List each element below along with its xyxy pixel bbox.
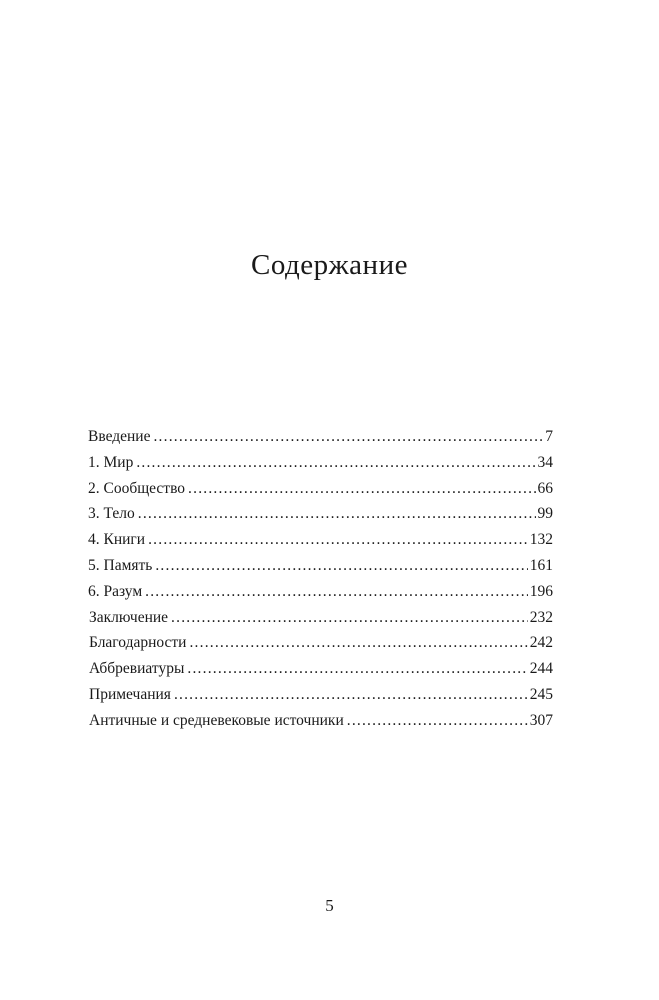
toc-entry-page: 7: [545, 428, 553, 445]
toc-entry-page: 66: [537, 479, 553, 497]
toc-entry: [88, 450, 553, 476]
toc-entry: [88, 527, 553, 553]
toc-dot-leader: [187, 656, 527, 682]
toc-entry-label: 4. Книги: [88, 531, 146, 549]
toc-entry: [88, 682, 553, 708]
page-title: Содержание: [251, 249, 408, 282]
toc-entry-page: 34: [537, 453, 553, 471]
toc-dot-leader: [155, 553, 527, 579]
toc-entry: [88, 708, 553, 734]
toc-entry: [88, 656, 553, 682]
toc-entry-label: 3. Тело: [88, 505, 135, 523]
toc-entry-label: Античные и средневековые источники: [89, 711, 344, 729]
toc-entry: [88, 605, 553, 631]
toc-entry-page: 132: [529, 531, 553, 549]
toc-entry-page: 245: [529, 685, 553, 703]
toc-entry-label: Благодарности: [89, 634, 187, 652]
toc-entry: [88, 630, 553, 656]
toc-entry-page: 244: [529, 660, 553, 678]
toc-dot-leader: [171, 605, 528, 631]
toc-dot-leader: [188, 476, 535, 502]
toc-entry: [88, 553, 553, 579]
toc-dot-leader: [138, 501, 536, 527]
toc-entry-label: Введение: [88, 428, 151, 445]
page-number: 5: [325, 896, 334, 915]
toc-entry: [88, 476, 553, 502]
toc-dot-leader: [145, 579, 528, 605]
toc-entry-page: 307: [529, 711, 553, 729]
toc-entry-page: 161: [529, 556, 553, 574]
toc-entry-label: Заключение: [89, 608, 169, 626]
toc-entry-label: 5. Память: [88, 556, 153, 574]
toc-entry-page: 196: [529, 582, 553, 600]
toc-entry-page: 99: [537, 505, 553, 523]
toc-dot-leader: [153, 424, 543, 450]
toc-entry-label: 6. Разум: [88, 582, 143, 600]
toc-dot-leader: [174, 682, 528, 708]
toc-dot-leader: [347, 708, 528, 734]
toc-entry-label: 1. Мир: [88, 453, 134, 471]
table-of-contents: [88, 424, 553, 734]
toc-entry-page: 242: [529, 634, 553, 652]
toc-entry: [88, 579, 553, 605]
toc-entry: [88, 424, 553, 450]
toc-entry-label: Примечания: [89, 685, 171, 703]
toc-dot-leader: [148, 527, 528, 553]
toc-entry: [88, 501, 553, 527]
toc-entry-label: 2. Сообщество: [88, 479, 186, 497]
toc-dot-leader: [189, 630, 527, 656]
toc-entry-page: 232: [529, 608, 553, 626]
toc-dot-leader: [136, 450, 535, 476]
toc-entry-label: Аббревиатуры: [89, 660, 185, 678]
